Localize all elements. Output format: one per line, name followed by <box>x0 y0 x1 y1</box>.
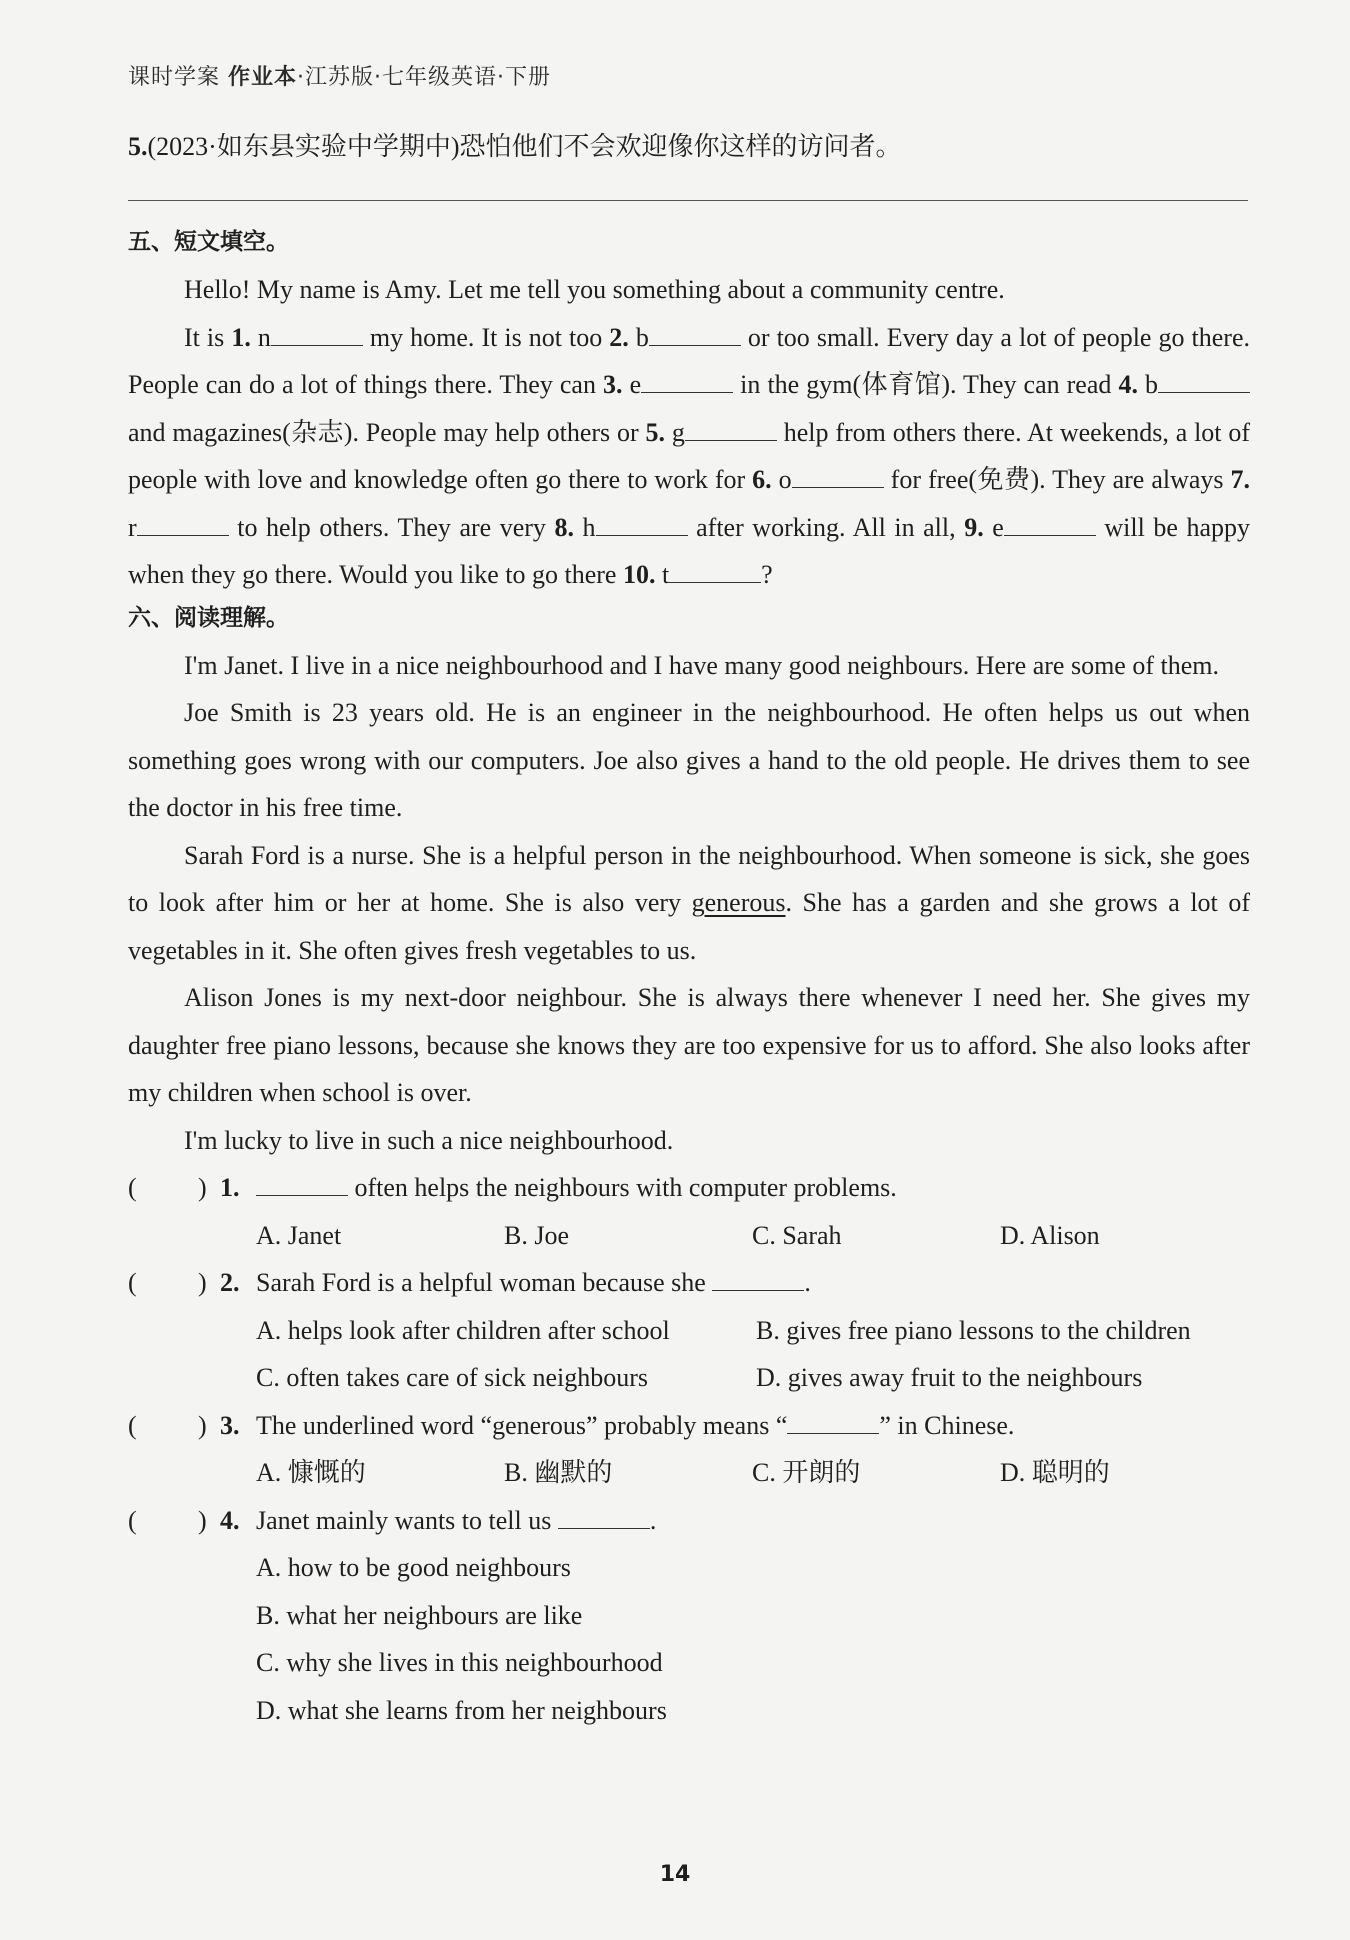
answer-line[interactable] <box>128 200 1248 201</box>
option-c[interactable]: C. why she lives in this neighbourhood <box>256 1648 663 1678</box>
reading-paragraph-2: Joe Smith is 23 years old. He is an engineer in the neighbourhood. He often helps us out when something goes wrong with our computers. Joe also gives a hand to the old people. He drives them to see the doctor in his free time. <box>128 698 1250 823</box>
question-blank[interactable] <box>712 1264 804 1291</box>
cloze-blank-10[interactable] <box>669 556 761 583</box>
cloze-text: will be happy when they go there. Would you like to go there <box>128 512 1251 590</box>
cloze-text: or too small. Every day a lot of people go there. People can do a lot of things there. They can <box>128 322 1251 400</box>
question-number: 2. <box>220 1268 240 1298</box>
option-b[interactable]: B. what her neighbours are like <box>256 1600 583 1630</box>
question-blank[interactable] <box>256 1169 348 1196</box>
reading-paragraph-4: Alison Jones is my next-door neighbour. She is always there whenever I need her. She gives my daughter free piano lessons, because she knows they are too expensive for us to afford. She also looks after my children when school is over. <box>128 983 1250 1108</box>
cloze-blank-4[interactable] <box>1158 366 1250 393</box>
answer-paren-close: ) <box>198 1173 207 1203</box>
option-d[interactable]: D. what she learns from her neighbours <box>256 1695 667 1725</box>
cloze-intro: Hello! My name is Amy. Let me tell you something about a community centre. <box>184 275 1005 305</box>
cloze-passage <box>128 314 1250 599</box>
question-number: 1. <box>220 1173 240 1203</box>
section-6-title: 六、阅读理解。 <box>128 604 289 631</box>
question-text: Sarah Ford is a helpful woman because she <box>256 1268 713 1298</box>
question-text-end: ” in Chinese. <box>879 1410 1015 1440</box>
question-5-text: (2023·如东县实验中学期中)恐怕他们不会欢迎像你这样的访问者。 <box>147 132 902 161</box>
blank-number: 7. <box>1230 465 1251 495</box>
blank-number: 9. <box>964 512 984 542</box>
page-number: 14 <box>659 1862 691 1887</box>
mc-question-3 <box>128 1402 1250 1450</box>
question-blank[interactable] <box>558 1502 650 1529</box>
options-2-row-1 <box>128 1307 1250 1355</box>
cloze-blank-6[interactable] <box>792 461 884 488</box>
option-a[interactable]: A. helps look after children after school <box>256 1315 670 1345</box>
mc-question-1 <box>128 1164 1250 1212</box>
blank-number: 4. <box>1118 370 1138 400</box>
mc-question-4 <box>128 1497 1250 1545</box>
reading-text: Sarah Ford is a nurse. She is a helpful person in the neighbourhood. When someone is sick, she goes to look after him or her at home. She is also very <box>128 840 1250 918</box>
options-3 <box>128 1449 1250 1497</box>
blank-letter: e <box>622 370 642 400</box>
cloze-text: and magazines(杂志). People may help others or <box>128 417 646 447</box>
options-4 <box>128 1544 1250 1734</box>
cloze-blank-8[interactable] <box>596 509 688 536</box>
mc-question-2 <box>128 1259 1250 1307</box>
cloze-text: It is <box>184 322 232 352</box>
cloze-blank-2[interactable] <box>649 319 741 346</box>
blank-letter: b <box>628 322 649 352</box>
cloze-text: ? <box>761 560 773 590</box>
blank-letter: n <box>250 322 271 352</box>
blank-letter: b <box>1137 370 1158 400</box>
option-c[interactable]: C. Sarah <box>752 1220 842 1250</box>
options-2-row-2 <box>128 1354 1250 1402</box>
blank-letter: e <box>983 512 1004 542</box>
reading-text: . She has a garden and she grows a lot of vegetables in it. She often gives fresh vegetables to us. <box>128 888 1250 965</box>
cloze-text: to help others. They are very <box>228 512 555 542</box>
cloze-text: my home. It is not too <box>362 322 610 352</box>
question-text: often helps the neighbours with computer problems. <box>348 1173 897 1203</box>
question-number: 4. <box>220 1505 240 1535</box>
option-d[interactable]: D. 聪明的 <box>1000 1458 1110 1488</box>
cloze-text: for free(免费). They are always <box>883 465 1231 495</box>
blank-number: 1. <box>231 322 251 352</box>
question-text: Janet mainly wants to tell us <box>256 1505 558 1535</box>
cloze-blank-1[interactable] <box>271 319 363 346</box>
option-b[interactable]: B. 幽默的 <box>504 1458 613 1488</box>
reading-paragraph-5: I'm lucky to live in such a nice neighbourhood. <box>184 1125 674 1155</box>
option-d[interactable]: D. Alison <box>1000 1220 1100 1250</box>
answer-paren-open: ( <box>128 1505 137 1535</box>
question-blank[interactable] <box>787 1407 879 1434</box>
book-header <box>128 60 1250 91</box>
option-d[interactable]: D. gives away fruit to the neighbours <box>756 1363 1143 1393</box>
blank-number: 6. <box>752 465 772 495</box>
option-a[interactable]: A. Janet <box>256 1220 342 1250</box>
cloze-blank-9[interactable] <box>1004 509 1096 536</box>
option-c[interactable]: C. 开朗的 <box>752 1458 861 1488</box>
blank-number: 5. <box>645 417 666 447</box>
answer-paren-open: ( <box>128 1410 137 1440</box>
book-name: 作业本 <box>228 65 298 90</box>
option-c[interactable]: C. often takes care of sick neighbours <box>256 1363 649 1393</box>
question-text-end: . <box>804 1268 811 1298</box>
book-edition: ·江苏版·七年级英语·下册 <box>297 65 552 90</box>
blank-letter: t <box>655 560 670 590</box>
cloze-blank-3[interactable] <box>641 366 733 393</box>
blank-letter: g <box>665 417 685 447</box>
question-5 <box>128 127 1250 166</box>
blank-number: 2. <box>609 322 629 352</box>
answer-paren-close: ) <box>198 1268 207 1298</box>
answer-paren-close: ) <box>198 1505 207 1535</box>
section-5-title: 五、短文填空。 <box>128 229 289 255</box>
cloze-text: in the gym(体育馆). They can read <box>733 370 1119 400</box>
blank-letter: o <box>771 465 792 495</box>
question-text-end: . <box>649 1505 657 1535</box>
blank-number: 10. <box>622 560 656 590</box>
cloze-blank-5[interactable] <box>685 414 777 441</box>
answer-paren-open: ( <box>128 1173 137 1203</box>
cloze-text: after working. All in all, <box>687 512 965 542</box>
reading-paragraph-3 <box>128 832 1250 975</box>
option-a[interactable]: A. how to be good neighbours <box>256 1553 571 1583</box>
series-name: 课时学案 <box>128 65 221 90</box>
option-a[interactable]: A. 慷慨的 <box>256 1458 366 1488</box>
question-text: The underlined word “generous” probably means “ <box>256 1410 788 1440</box>
options-1 <box>128 1212 1250 1260</box>
underlined-word: generous <box>691 888 786 918</box>
option-b[interactable]: B. gives free piano lessons to the children <box>756 1315 1191 1345</box>
blank-number: 3. <box>603 370 623 400</box>
option-b[interactable]: B. Joe <box>504 1220 569 1250</box>
cloze-text: help from others there. At weekends, a lot of people with love and knowledge often go there to work for <box>128 417 1251 495</box>
blank-letter: h <box>574 512 596 542</box>
reading-paragraph-1: I'm Janet. I live in a nice neighbourhood and I have many good neighbours. Here are some of them. <box>184 650 1219 680</box>
blank-number: 8. <box>554 512 574 542</box>
answer-paren-close: ) <box>198 1410 207 1440</box>
answer-paren-open: ( <box>128 1268 137 1298</box>
question-5-number: 5. <box>128 132 148 161</box>
blank-letter: r <box>128 512 137 542</box>
question-number: 3. <box>220 1410 240 1440</box>
cloze-blank-7[interactable] <box>137 509 229 536</box>
